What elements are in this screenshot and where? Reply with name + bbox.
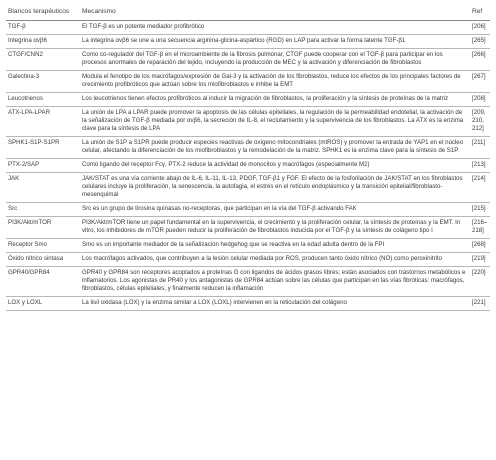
therapeutic-targets-table	[6, 4, 490, 311]
row-ref[interactable]: [208]	[470, 93, 490, 107]
row-mechanism: GPR40 y GPR84 son receptores acoplados a proteínas G con ligandos de ácidos grasos libres; están asociados con trastornos metabólicos e inflamatorios. Los agonistas de PR40 y los antagonistas de GPR84 actúan sobre las células que participan en las vías fibróticas: macrófagos, fibroblastos, células epiteliales, y finalmente reducen la inflamación	[80, 267, 470, 297]
row-ref[interactable]: [220]	[470, 267, 490, 297]
row-target: Óxido nítrico sintasa	[6, 253, 80, 267]
row-mechanism: Src es un grupo de tirosina quinasas no-receptoras, que participan en la vía del TGF-β activando FAK	[80, 203, 470, 217]
row-target: PTX-2/SAP	[6, 159, 80, 173]
table-header-row	[6, 4, 490, 21]
row-target: SPHK1-S1P-S1PR	[6, 137, 80, 159]
table-row	[6, 239, 490, 253]
table-row	[6, 49, 490, 71]
table-row	[6, 203, 490, 217]
row-mechanism: La integrina αvβ6 se une a una secuencia arginina-glicina-aspártico (RGD) en LAP para activar la forma latente TGF-β1	[80, 35, 470, 49]
row-ref[interactable]: [268]	[470, 239, 490, 253]
table-row	[6, 297, 490, 311]
table-row	[6, 71, 490, 93]
row-mechanism: Modula el fenotipo de los macrófagos/expresión de Gal-3 y la activación de los fibroblastos, reduce los efectos de los principales factores de crecimiento profibróticos que actúan sobre los miofibroblastos e inhibe la EMT	[80, 71, 470, 93]
row-target: Src	[6, 203, 80, 217]
row-target: GPR40/GPR84	[6, 267, 80, 297]
row-ref[interactable]: [265]	[470, 35, 490, 49]
row-ref[interactable]: [219]	[470, 253, 490, 267]
row-target: Leucotrienos	[6, 93, 80, 107]
row-mechanism: PI3K/Akt/mTOR tiene un papel fundamental en la supervivencia, el crecimiento y la proliferación celular, la síntesis de proteínas y la EMT. In vitro, los inhibidores de mTOR pueden reducir la proliferación de fibroblastos inducida por el TGF-β y la síntesis de colágeno tipo I	[80, 217, 470, 239]
row-ref[interactable]: [206]	[470, 21, 490, 35]
row-ref[interactable]: [211]	[470, 137, 490, 159]
row-ref[interactable]: [216– 218]	[470, 217, 490, 239]
row-target: Integrina αvβ6	[6, 35, 80, 49]
row-target: LOX y LOXL	[6, 297, 80, 311]
row-mechanism: Los leucotrienos tienen efectos profibróticos al inducir la migración de fibroblastos, la proliferación y la síntesis de proteínas de la matriz	[80, 93, 470, 107]
row-target: PI3K/Akt/mTOR	[6, 217, 80, 239]
row-target: JAK	[6, 173, 80, 203]
header-target: Blancos terapéuticos	[6, 4, 80, 21]
row-ref[interactable]: [267]	[470, 71, 490, 93]
header-mechanism: Mecanismo	[80, 4, 470, 21]
row-mechanism: Como co-regulador del TGF-β en el microambiente de la fibrosis pulmonar, CTGF puede cooperar con el TGF-β para participar en los procesos anormales de reparación del tejido, incluyendo la producción de MEC y la activación y diferenciación de fibroblastos	[80, 49, 470, 71]
row-mechanism: Smo es un importante mediador de la señalización hedgehog que se reactiva en la edad adulta dentro de la FPI	[80, 239, 470, 253]
table-row	[6, 173, 490, 203]
row-target: TGF-β	[6, 21, 80, 35]
row-mechanism: La unión de LPA a LPAR puede promover la apoptosis de las células epiteliales, la regulación de la permeabilidad endotelial, la activación de la señalización de TGF-β mediada por αvβ6, la secreción de IL-8, el reclutamiento y la supervivencia de los fibroblastos. La ATX es la enzima clave para la síntesis de LPA	[80, 107, 470, 137]
row-mechanism: Los macrófagos activados, que contribuyen a la lesión celular mediada por ROS, producen tanto óxido nítrico (NO) como peroxinitrito	[80, 253, 470, 267]
row-mechanism: El TGF-β es un potente mediador profibrótico	[80, 21, 470, 35]
header-ref: Ref	[470, 4, 490, 21]
row-ref[interactable]: [209, 210, 212]	[470, 107, 490, 137]
table-row	[6, 253, 490, 267]
table-row	[6, 159, 490, 173]
row-ref[interactable]: [215]	[470, 203, 490, 217]
row-target: ATX-LPA-LPAR	[6, 107, 80, 137]
row-mechanism: La unión de S1P a S1PR puede producir especies reactivas de oxígeno mitocondriales (mtROS) y promover la entrada de YAP1 en el núcleo celular, afectando la diferenciación de los miofibroblastos y la remodelación de la matriz. SPHK1 es la enzima clave para la síntesis de S1P	[80, 137, 470, 159]
table-row	[6, 267, 490, 297]
table-row	[6, 35, 490, 49]
row-ref[interactable]: [221]	[470, 297, 490, 311]
row-mechanism: La lisil oxidasa (LOX) y la enzima similar a LOX (LOXL) intervienen en la reticulación del colágeno	[80, 297, 470, 311]
table-row	[6, 137, 490, 159]
row-ref[interactable]: [214]	[470, 173, 490, 203]
row-mechanism: JAK/STAT es una vía corriente abajo de IL-6, IL-11, IL-13, PDGF, TGF-β1 y FGF. El efecto de la fosforilación de JAK/STAT en los fibroblastos celulares incluye la proliferación, la senescencia, la autofagia, el estrés en el retículo endoplásmico y la transición epitelial/fibroblasto-mesenquimal	[80, 173, 470, 203]
row-mechanism: Como ligando del receptor Fcγ, PTX-2 reduce la actividad de monocitos y macrófagos (especialmente M2)	[80, 159, 470, 173]
table-row	[6, 93, 490, 107]
table-row	[6, 217, 490, 239]
row-ref[interactable]: [266]	[470, 49, 490, 71]
row-target: Receptor Smo	[6, 239, 80, 253]
row-target: Galectina-3	[6, 71, 80, 93]
row-target: CTGF/CNN2	[6, 49, 80, 71]
row-ref[interactable]: [213]	[470, 159, 490, 173]
table-row	[6, 21, 490, 35]
table-row	[6, 107, 490, 137]
